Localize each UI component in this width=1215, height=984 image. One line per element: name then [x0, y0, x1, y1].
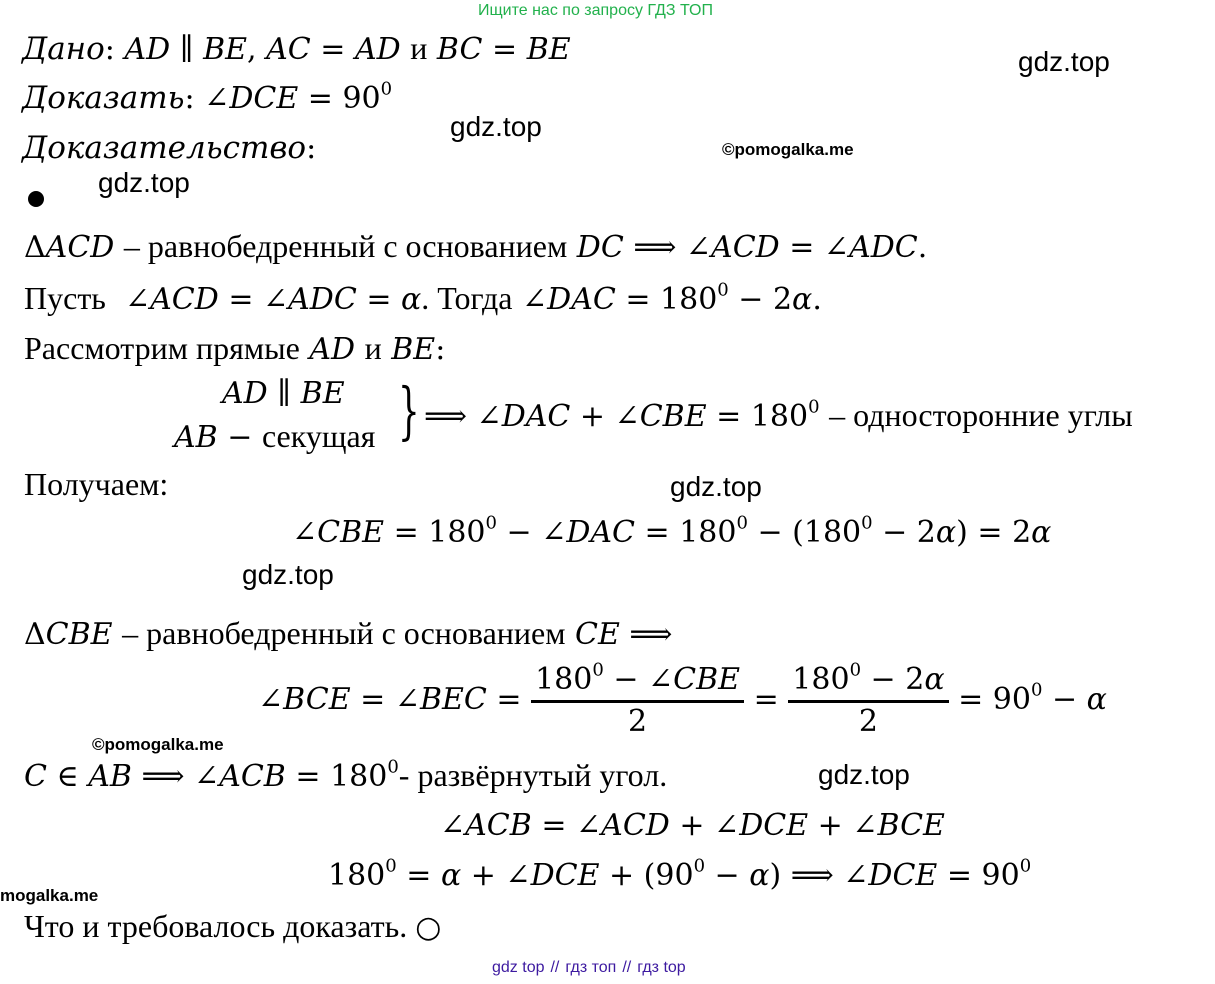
brace-symbol: }	[398, 374, 420, 447]
watermark-gdz: gdz.top	[670, 471, 762, 502]
conclusion-line: Что и требовалось доказать. ○	[24, 908, 442, 945]
header-search-link[interactable]: Ищите нас по запросу ГДЗ ТОП	[478, 2, 713, 19]
watermark-gdz: gdz.top	[98, 167, 190, 198]
proof-line-consider-lines: Рассмотрим прямые AD и BE:	[24, 330, 446, 367]
bullet-icon	[28, 191, 44, 207]
watermark-gdz: gdz.top	[818, 759, 910, 790]
watermark-pomogalka: mogalka.me	[0, 886, 99, 905]
watermark-gdz: gdz.top	[1018, 46, 1110, 77]
proof-line-isosceles-acd: ΔACD – равнобедренный с основанием DC ⟹ ∠ACD = ∠ADC.	[24, 228, 928, 265]
proof-line-let-alpha: Пусть ∠ACD = ∠ADC = α. Тогда ∠DAC = $180^0 - 2\alpha$.	[24, 279, 822, 317]
system-result: ⟹ ∠DAC + ∠CBE = $180^0$ – односторонние углы	[424, 396, 1133, 434]
given-label: Дано	[22, 31, 105, 67]
system-line-2: AB − секущая	[174, 418, 376, 455]
footer-link[interactable]: гдз top	[637, 959, 686, 976]
system-line-1: AD ∥ BE	[222, 376, 345, 411]
fraction-2: $\frac{180^0 - 2\alpha}{2}$	[788, 663, 948, 739]
watermark-pomogalka: ©pomogalka.me	[92, 735, 224, 754]
footer-links: gdz top // гдз топ // гдз top	[492, 959, 686, 976]
proof-line-straight-angle: C ∈ AB ⟹ ∠ACB = $180^0-$ развёрнутый угол.	[24, 756, 668, 794]
given-and: и	[410, 30, 428, 66]
circle-icon: ○	[415, 910, 442, 945]
fraction-1: $\frac{180^0 - \angle CBE}{2}$	[531, 663, 744, 739]
proof-line-isosceles-cbe: ΔCBE – равнобедренный с основанием CE ⟹	[24, 615, 673, 652]
obtain-label: Получаем:	[24, 466, 169, 502]
proof-heading: Доказательство:	[22, 130, 317, 166]
footer-link[interactable]: гдз топ	[565, 959, 617, 976]
prove-label: Доказать	[22, 80, 185, 116]
formula-acb-sum: ∠ACB = ∠ACD + ∠DCE + ∠BCE	[440, 808, 945, 843]
formula-bce: ∠BCE = ∠BEC = $\frac{180^0 - \angle CBE}{2}$ = $\frac{180^0 - 2\alpha}{2}$ = $90^0 - \alpha$	[258, 659, 1107, 739]
proof-label: Доказательство	[22, 130, 307, 166]
formula-final: $180^0 = \alpha$ + ∠DCE + $(90^0 - \alpha)$ ⟹ ∠DCE = $90^0$	[328, 855, 1032, 893]
watermark-gdz: gdz.top	[242, 559, 334, 590]
given-line: Дано: AD ∥ BE, AC = AD и BC = BE	[22, 30, 571, 67]
footer-link[interactable]: gdz top	[492, 959, 545, 976]
prove-line: Доказать: ∠DCE = $90^0$	[22, 78, 393, 116]
formula-cbe: ∠CBE = $180^0$ − ∠DAC = $180^0 - (180^0 - 2\alpha) = 2\alpha$	[292, 512, 1052, 550]
watermark-gdz: gdz.top	[450, 111, 542, 142]
watermark-pomogalka: ©pomogalka.me	[722, 140, 854, 159]
